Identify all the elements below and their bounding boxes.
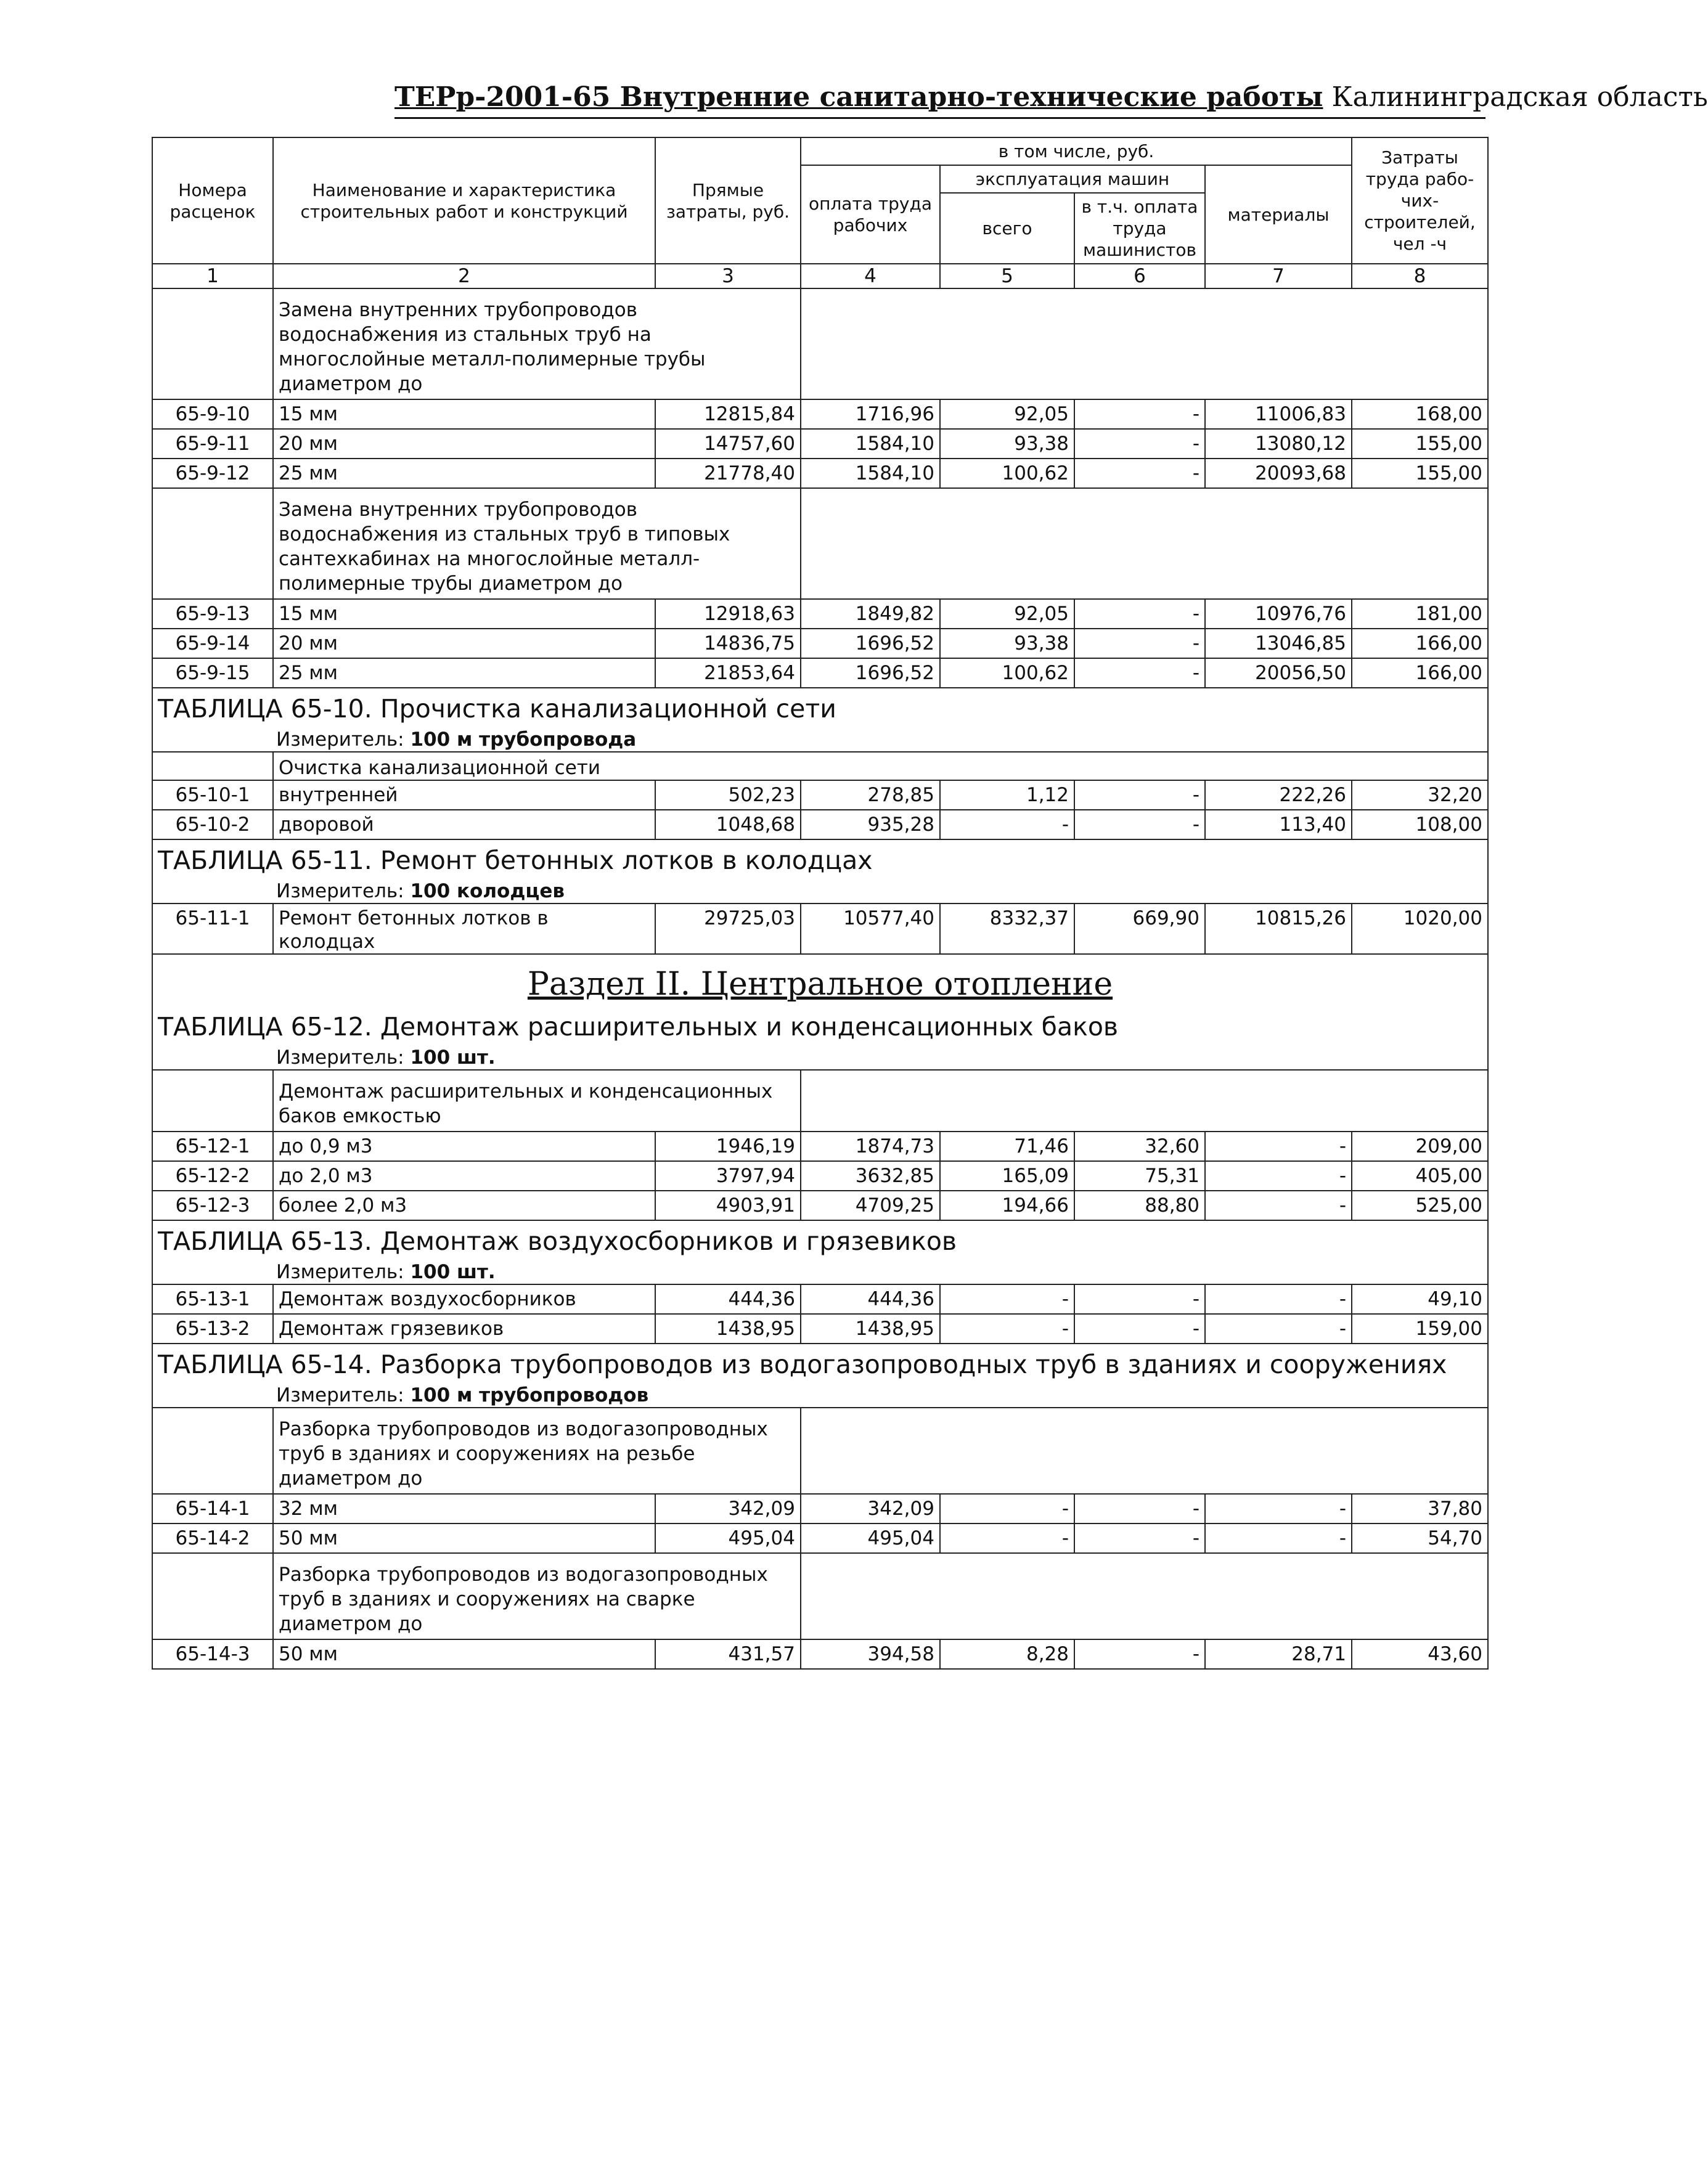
table-row xyxy=(152,658,1488,688)
machines-total: 100,62 xyxy=(940,459,1074,488)
measure-row xyxy=(152,876,1488,903)
labor-costs: 181,00 xyxy=(1352,599,1488,629)
table-row xyxy=(152,1191,1488,1220)
labor-costs: 49,10 xyxy=(1352,1284,1488,1314)
wages: 1874,73 xyxy=(801,1132,940,1161)
table-row xyxy=(152,780,1488,810)
column-number: 6 xyxy=(1074,264,1205,288)
table-row xyxy=(152,629,1488,658)
rate-number: 65-9-15 xyxy=(152,658,273,688)
col-header-machines: эксплуатация машин xyxy=(940,165,1205,193)
work-name: дворовой xyxy=(273,810,655,839)
labor-costs: 32,20 xyxy=(1352,780,1488,810)
work-name: до 0,9 м3 xyxy=(273,1132,655,1161)
machines-total: - xyxy=(940,810,1074,839)
group-description: Разборка трубопроводов из водогазопроводных труб в зданиях и сооружениях на резьбе диаметром до xyxy=(273,1408,801,1494)
direct-costs: 21853,64 xyxy=(655,658,801,688)
materials: - xyxy=(1205,1161,1352,1191)
materials: 10815,26 xyxy=(1205,903,1352,954)
table-row xyxy=(152,903,1488,954)
table-row xyxy=(152,399,1488,429)
materials: 113,40 xyxy=(1205,810,1352,839)
table-title: ТАБЛИЦА 65-13. Демонтаж воздухосборников и грязевиков xyxy=(152,1220,1488,1257)
wages: 1696,52 xyxy=(801,629,940,658)
rate-number: 65-9-12 xyxy=(152,459,273,488)
work-name: 32 мм xyxy=(273,1494,655,1523)
wages: 4709,25 xyxy=(801,1191,940,1220)
col-header-including: в том числе, руб. xyxy=(801,137,1352,165)
operators-wages: - xyxy=(1074,1284,1205,1314)
labor-costs: 166,00 xyxy=(1352,658,1488,688)
operators-wages: - xyxy=(1074,459,1205,488)
machines-total: 92,05 xyxy=(940,399,1074,429)
col-header-number: Номера расценок xyxy=(152,137,273,264)
work-name: более 2,0 м3 xyxy=(273,1191,655,1220)
group-row xyxy=(152,288,1488,399)
operators-wages: - xyxy=(1074,810,1205,839)
operators-wages: - xyxy=(1074,1494,1205,1523)
col-header-operators-wages: в т.ч. оплата труда машинистов xyxy=(1074,193,1205,264)
column-number: 3 xyxy=(655,264,801,288)
machines-total: 100,62 xyxy=(940,658,1074,688)
machines-total: - xyxy=(940,1314,1074,1344)
section-heading: Раздел II. Центральное отопление xyxy=(152,954,1488,1006)
column-number-row xyxy=(152,264,1488,288)
table-row xyxy=(152,810,1488,839)
header-title-bold: ТЕРр-2001-65 Внутренние санитарно-технические работы xyxy=(394,81,1323,113)
labor-costs: 54,70 xyxy=(1352,1523,1488,1553)
machines-total: - xyxy=(940,1494,1074,1523)
rate-number: 65-9-10 xyxy=(152,399,273,429)
materials: - xyxy=(1205,1191,1352,1220)
col-header-labor: Затраты труда рабо-чих-строителей, чел -ч xyxy=(1352,137,1488,264)
direct-costs: 495,04 xyxy=(655,1523,801,1553)
work-name: 20 мм xyxy=(273,629,655,658)
labor-costs: 1020,00 xyxy=(1352,903,1488,954)
wages: 3632,85 xyxy=(801,1161,940,1191)
direct-costs: 21778,40 xyxy=(655,459,801,488)
materials: - xyxy=(1205,1523,1352,1553)
work-name: 50 мм xyxy=(273,1523,655,1553)
table-row xyxy=(152,599,1488,629)
group-description: Демонтаж расширительных и конденсационных баков емкостью xyxy=(273,1070,801,1132)
header-row xyxy=(152,137,1488,165)
work-name: до 2,0 м3 xyxy=(273,1161,655,1191)
direct-costs: 502,23 xyxy=(655,780,801,810)
direct-costs: 1946,19 xyxy=(655,1132,801,1161)
machines-total: 8332,37 xyxy=(940,903,1074,954)
wages: 1584,10 xyxy=(801,459,940,488)
measure-label: Измеритель: xyxy=(276,1384,404,1406)
col-header-materials: материалы xyxy=(1205,165,1352,264)
machines-total: 1,12 xyxy=(940,780,1074,810)
column-number: 2 xyxy=(273,264,655,288)
work-name: Ремонт бетонных лотков в колодцах xyxy=(273,903,655,954)
direct-costs: 4903,91 xyxy=(655,1191,801,1220)
column-number: 7 xyxy=(1205,264,1352,288)
direct-costs: 14757,60 xyxy=(655,429,801,459)
machines-total: 92,05 xyxy=(940,599,1074,629)
table-title-row xyxy=(152,839,1488,876)
wages: 1696,52 xyxy=(801,658,940,688)
header-rule xyxy=(394,117,1485,119)
materials: 20093,68 xyxy=(1205,459,1352,488)
section-heading-row xyxy=(152,954,1488,1006)
work-name: Демонтаж грязевиков xyxy=(273,1314,655,1344)
labor-costs: 155,00 xyxy=(1352,429,1488,459)
operators-wages: 32,60 xyxy=(1074,1132,1205,1161)
rate-number: 65-12-2 xyxy=(152,1161,273,1191)
group-row xyxy=(152,752,1488,780)
direct-costs: 3797,94 xyxy=(655,1161,801,1191)
direct-costs: 342,09 xyxy=(655,1494,801,1523)
wages: 394,58 xyxy=(801,1639,940,1669)
labor-costs: 37,80 xyxy=(1352,1494,1488,1523)
machines-total: 194,66 xyxy=(940,1191,1074,1220)
table-row xyxy=(152,1494,1488,1523)
measure-value: 100 шт. xyxy=(410,1046,496,1069)
labor-costs: 209,00 xyxy=(1352,1132,1488,1161)
measure-label: Измеритель: xyxy=(276,1046,404,1069)
machines-total: 165,09 xyxy=(940,1161,1074,1191)
wages: 342,09 xyxy=(801,1494,940,1523)
rate-number: 65-10-1 xyxy=(152,780,273,810)
direct-costs: 14836,75 xyxy=(655,629,801,658)
measure-value: 100 м трубопроводов xyxy=(410,1384,649,1406)
work-name: внутренней xyxy=(273,780,655,810)
materials: - xyxy=(1205,1494,1352,1523)
work-name: 25 мм xyxy=(273,459,655,488)
operators-wages: 88,80 xyxy=(1074,1191,1205,1220)
materials: 222,26 xyxy=(1205,780,1352,810)
col-header-name: Наименование и характеристика строительных работ и конструкций xyxy=(273,137,655,264)
work-name: 15 мм xyxy=(273,599,655,629)
labor-costs: 405,00 xyxy=(1352,1161,1488,1191)
group-description: Разборка трубопроводов из водогазопроводных труб в зданиях и сооружениях на сварке диаметром до xyxy=(273,1553,801,1639)
operators-wages: 669,90 xyxy=(1074,903,1205,954)
direct-costs: 444,36 xyxy=(655,1284,801,1314)
labor-costs: 168,00 xyxy=(1352,399,1488,429)
table-title-row xyxy=(152,1220,1488,1257)
rate-number: 65-9-11 xyxy=(152,429,273,459)
direct-costs: 1438,95 xyxy=(655,1314,801,1344)
labor-costs: 525,00 xyxy=(1352,1191,1488,1220)
operators-wages: 75,31 xyxy=(1074,1161,1205,1191)
group-row xyxy=(152,488,1488,599)
operators-wages: - xyxy=(1074,1523,1205,1553)
materials: 13080,12 xyxy=(1205,429,1352,459)
wages: 1438,95 xyxy=(801,1314,940,1344)
materials: 20056,50 xyxy=(1205,658,1352,688)
group-row xyxy=(152,1070,1488,1132)
materials: 28,71 xyxy=(1205,1639,1352,1669)
wages: 444,36 xyxy=(801,1284,940,1314)
machines-total: 93,38 xyxy=(940,629,1074,658)
table-row xyxy=(152,459,1488,488)
work-name: 15 мм xyxy=(273,399,655,429)
rate-number: 65-12-1 xyxy=(152,1132,273,1161)
measure-row xyxy=(152,1042,1488,1070)
operators-wages: - xyxy=(1074,399,1205,429)
col-header-direct-costs: Прямые затраты, руб. xyxy=(655,137,801,264)
operators-wages: - xyxy=(1074,429,1205,459)
table-row xyxy=(152,1132,1488,1161)
machines-total: - xyxy=(940,1523,1074,1553)
measure-unit xyxy=(152,724,1488,752)
direct-costs: 12815,84 xyxy=(655,399,801,429)
column-number: 5 xyxy=(940,264,1074,288)
direct-costs: 29725,03 xyxy=(655,903,801,954)
header-region: Калининградская область xyxy=(1331,81,1708,113)
operators-wages: - xyxy=(1074,629,1205,658)
measure-label: Измеритель: xyxy=(276,728,404,751)
group-description: Замена внутренних трубопроводов водоснабжения из стальных труб в типовых сантехкабинах на многослойные металл-полимерные трубы диаметром до xyxy=(273,488,801,599)
operators-wages: - xyxy=(1074,599,1205,629)
machines-total: 71,46 xyxy=(940,1132,1074,1161)
rate-number: 65-14-1 xyxy=(152,1494,273,1523)
machines-total: 8,28 xyxy=(940,1639,1074,1669)
work-name: 25 мм xyxy=(273,658,655,688)
work-name: 50 мм xyxy=(273,1639,655,1669)
labor-costs: 43,60 xyxy=(1352,1639,1488,1669)
measure-value: 100 колодцев xyxy=(410,880,565,902)
column-number: 4 xyxy=(801,264,940,288)
wages: 1716,96 xyxy=(801,399,940,429)
rate-number: 65-13-2 xyxy=(152,1314,273,1344)
labor-costs: 159,00 xyxy=(1352,1314,1488,1344)
measure-row xyxy=(152,1380,1488,1408)
measure-value: 100 м трубопровода xyxy=(410,728,637,751)
measure-unit xyxy=(152,1257,1488,1284)
rate-number: 65-9-14 xyxy=(152,629,273,658)
machines-total: - xyxy=(940,1284,1074,1314)
col-header-machines-total: всего xyxy=(940,193,1074,264)
materials: - xyxy=(1205,1314,1352,1344)
wages: 935,28 xyxy=(801,810,940,839)
rate-number: 65-10-2 xyxy=(152,810,273,839)
measure-label: Измеритель: xyxy=(276,1261,404,1283)
measure-row xyxy=(152,1257,1488,1284)
materials: - xyxy=(1205,1284,1352,1314)
work-name: 20 мм xyxy=(273,429,655,459)
table-row xyxy=(152,1639,1488,1669)
rate-number: 65-14-3 xyxy=(152,1639,273,1669)
materials: - xyxy=(1205,1132,1352,1161)
labor-costs: 155,00 xyxy=(1352,459,1488,488)
rate-number: 65-14-2 xyxy=(152,1523,273,1553)
materials: 13046,85 xyxy=(1205,629,1352,658)
table-row xyxy=(152,1314,1488,1344)
materials: 10976,76 xyxy=(1205,599,1352,629)
column-number: 8 xyxy=(1352,264,1488,288)
operators-wages: - xyxy=(1074,1314,1205,1344)
group-row xyxy=(152,1553,1488,1639)
table-title-row xyxy=(152,1006,1488,1042)
rate-number: 65-11-1 xyxy=(152,903,273,954)
measure-unit xyxy=(152,1380,1488,1408)
measure-row xyxy=(152,724,1488,752)
operators-wages: - xyxy=(1074,658,1205,688)
wages: 1849,82 xyxy=(801,599,940,629)
measure-value: 100 шт. xyxy=(410,1261,496,1283)
rates-table xyxy=(152,137,1489,1670)
measure-label: Измеритель: xyxy=(276,880,404,902)
table-row xyxy=(152,1284,1488,1314)
document-header xyxy=(394,80,1708,115)
materials: 11006,83 xyxy=(1205,399,1352,429)
column-number: 1 xyxy=(152,264,273,288)
measure-unit xyxy=(152,1042,1488,1070)
wages: 495,04 xyxy=(801,1523,940,1553)
work-name: Демонтаж воздухосборников xyxy=(273,1284,655,1314)
operators-wages: - xyxy=(1074,780,1205,810)
table-title-row xyxy=(152,1344,1488,1380)
labor-costs: 166,00 xyxy=(1352,629,1488,658)
col-header-wages: оплата труда рабочих xyxy=(801,165,940,264)
group-description: Замена внутренних трубопроводов водоснабжения из стальных труб на многослойные металл-полимерные трубы диаметром до xyxy=(273,288,801,399)
operators-wages: - xyxy=(1074,1639,1205,1669)
table-row xyxy=(152,429,1488,459)
table-title: ТАБЛИЦА 65-11. Ремонт бетонных лотков в колодцах xyxy=(152,839,1488,876)
table-title: ТАБЛИЦА 65-14. Разборка трубопроводов из водогазопроводных труб в зданиях и сооружениях xyxy=(152,1344,1488,1380)
direct-costs: 1048,68 xyxy=(655,810,801,839)
wages: 1584,10 xyxy=(801,429,940,459)
rate-number: 65-9-13 xyxy=(152,599,273,629)
table-title: ТАБЛИЦА 65-10. Прочистка канализационной сети xyxy=(152,688,1488,724)
table-row xyxy=(152,1523,1488,1553)
wages: 278,85 xyxy=(801,780,940,810)
wages: 10577,40 xyxy=(801,903,940,954)
group-row xyxy=(152,1408,1488,1494)
machines-total: 93,38 xyxy=(940,429,1074,459)
labor-costs: 108,00 xyxy=(1352,810,1488,839)
table-title: ТАБЛИЦА 65-12. Демонтаж расширительных и конденсационных баков xyxy=(152,1006,1488,1042)
rate-number: 65-13-1 xyxy=(152,1284,273,1314)
group-description: Очистка канализационной сети xyxy=(273,752,1488,780)
measure-unit xyxy=(152,876,1488,903)
table-title-row xyxy=(152,688,1488,724)
table-row xyxy=(152,1161,1488,1191)
direct-costs: 12918,63 xyxy=(655,599,801,629)
direct-costs: 431,57 xyxy=(655,1639,801,1669)
rate-number: 65-12-3 xyxy=(152,1191,273,1220)
